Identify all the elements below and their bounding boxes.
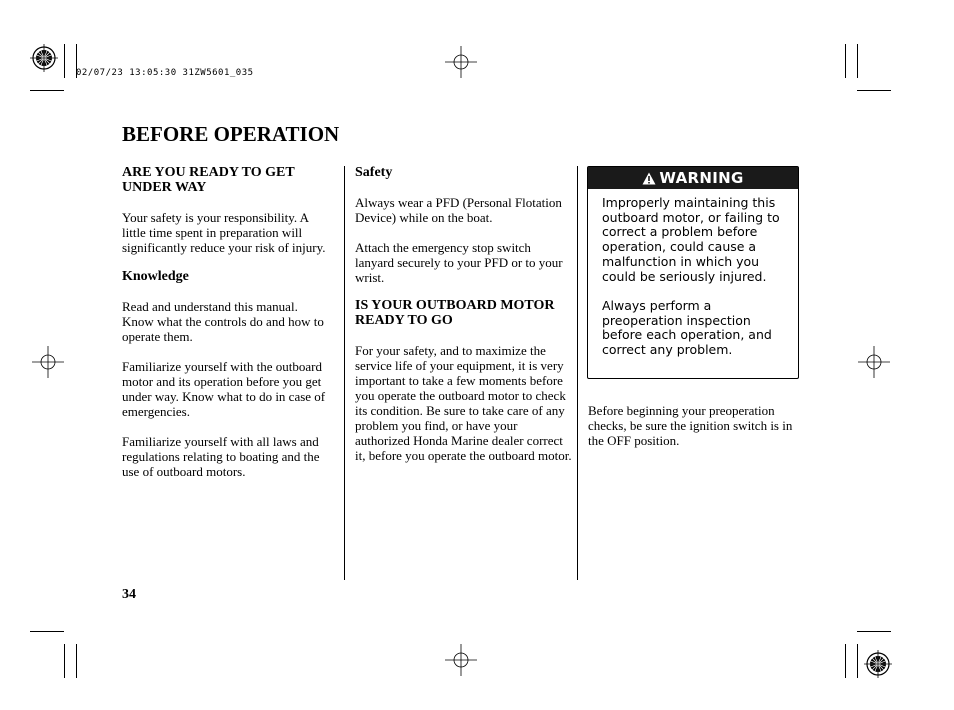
knowledge-paragraph-1: Read and understand this manual. Know what the controls do and how to operate them. xyxy=(122,299,324,344)
crop-mark xyxy=(30,90,64,91)
crosshair-icon xyxy=(445,46,477,78)
column-divider xyxy=(344,166,345,580)
warning-header xyxy=(588,167,798,189)
warning-label: WARNING xyxy=(659,169,744,187)
crosshair-icon xyxy=(858,346,890,378)
crop-mark xyxy=(857,90,891,91)
warning-triangle-icon xyxy=(642,172,656,185)
crop-mark xyxy=(857,631,891,632)
registration-target-icon xyxy=(30,44,58,72)
knowledge-paragraph-2: Familiarize yourself with the outboard motor and its operation before you get under way. Know what to do in case of emergencies. xyxy=(122,359,326,419)
section-heading-ready: ARE YOU READY TO GET UNDER WAY xyxy=(122,165,295,195)
intro-paragraph: Your safety is your responsibility. A little time spent in preparation will significantly reduce your risk of injury. xyxy=(122,210,326,255)
registration-target-icon xyxy=(864,650,892,678)
column-right-text xyxy=(588,403,798,448)
warning-text-1: Improperly maintaining this outboard motor, or failing to correct a problem before operation, could cause a malfunction in which you could be seriously injured. xyxy=(602,195,780,284)
knowledge-paragraph-3: Familiarize yourself with all laws and regulations relating to boating and the use of outboard motors. xyxy=(122,434,320,479)
crop-mark xyxy=(64,44,65,78)
ignition-paragraph: Before beginning your preoperation checks, be sure the ignition switch is in the OFF position. xyxy=(588,403,793,448)
crop-mark xyxy=(845,44,846,78)
crop-mark xyxy=(30,631,64,632)
column-left xyxy=(122,165,332,479)
crosshair-icon xyxy=(445,644,477,676)
safety-paragraph-2: Attach the emergency stop switch lanyard securely to your PFD or to your wrist. xyxy=(355,240,563,285)
warning-body xyxy=(602,196,794,358)
section-heading-motor-ready: IS YOUR OUTBOARD MOTOR READY TO GO xyxy=(355,298,555,328)
page-title: BEFORE OPERATION xyxy=(122,122,340,146)
safety-paragraph-1: Always wear a PFD (Personal Flotation Device) while on the boat. xyxy=(355,195,562,225)
crop-mark xyxy=(857,644,858,678)
motor-ready-paragraph: For your safety, and to maximize the service life of your equipment, it is very important to take a few moments before you operate the outboard motor to check its condition. Be sure to take care of any problem you find, or have your authorized Honda Marine dealer correct it, before you operate the outboard motor. xyxy=(355,343,572,463)
warning-text-2: Always perform a preoperation inspection before each operation, and correct any problem. xyxy=(602,297,772,358)
column-middle xyxy=(355,165,573,463)
crosshair-icon xyxy=(32,346,64,378)
warning-box xyxy=(587,166,799,379)
page-number: 34 xyxy=(122,587,136,602)
crop-mark xyxy=(845,644,846,678)
crop-mark xyxy=(76,644,77,678)
subheading-safety: Safety xyxy=(355,165,393,180)
crop-mark xyxy=(857,44,858,78)
print-stamp: 02/07/23 13:05:30 31ZW5601_035 xyxy=(76,68,254,78)
column-divider xyxy=(577,166,578,580)
crop-mark xyxy=(64,644,65,678)
subheading-knowledge: Knowledge xyxy=(122,269,189,284)
